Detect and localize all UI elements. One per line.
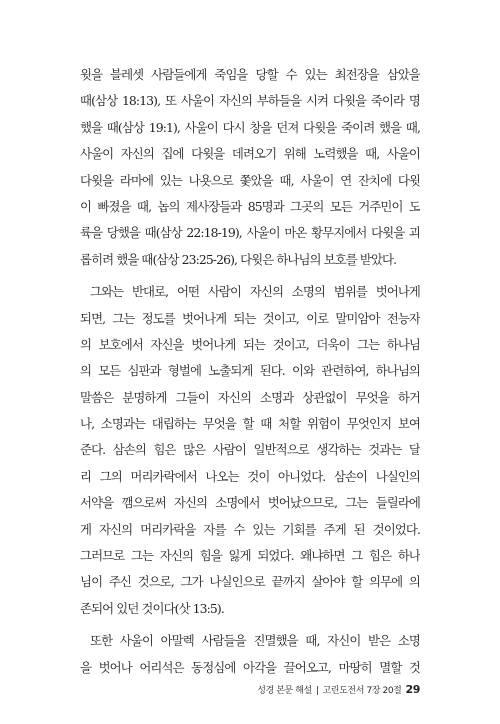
running-footer	[257, 683, 420, 696]
text-line: 의 보호에서 자신을 벗어나게 되는 것이고, 더욱이 그는 하나님	[80, 336, 420, 352]
paragraph-3	[80, 628, 420, 681]
text-line: 사울이 자신의 집에 다윗을 데려오기 위해 노력했을 때, 사울이	[80, 146, 420, 162]
text-line: 존되어 있던 것이다(삿 13:5).	[80, 600, 224, 616]
text-line: 의 모든 심판과 형벌에 노출되게 된다. 이와 관련하여, 하나님의	[80, 363, 420, 379]
text-line: 을 벗어나 어리석은 동정심에 아각을 끌어오고, 마땅히 멸할 것	[80, 659, 420, 675]
body-text	[80, 62, 420, 681]
text-line: 그러므로 그는 자신의 힘을 잃게 되었다. 왜냐하면 그 힘은 하나	[80, 548, 420, 564]
book-title: 성경 본문 해설	[257, 686, 312, 696]
paragraph-1	[80, 62, 420, 273]
text-line: 말씀은 분명하게 그들이 자신의 소명과 상관없이 무엇을 하거	[80, 389, 420, 405]
text-line: 나, 소명과는 대립하는 무엇을 할 때 처할 위험이 무엇인지 보여	[80, 416, 420, 432]
text-line: 롭히려 했을 때(삼상 23:25-26), 다윗은 하나님의 보호를 받았다.	[80, 251, 397, 267]
chapter-reference: 고린도전서 7장 20절	[322, 686, 402, 696]
text-line: 준다. 삼손의 힘은 많은 사람이 일반적으로 생각하는 것과는 달	[80, 442, 420, 458]
text-line: 또한 사울이 아말렉 사람들을 진멸했을 때, 자신이 받은 소명	[90, 633, 420, 649]
text-line: 륙을 당했을 때(삼상 22:18-19), 사울이 마온 황무지에서 다윗을 괴	[80, 225, 420, 241]
text-line: 님이 주신 것으로, 그가 나실인으로 끝까지 살아야 할 의무에 의	[80, 574, 420, 590]
text-line: 그와는 반대로, 어떤 사람이 자신의 소명의 범위를 벗어나게	[90, 284, 420, 300]
text-line: 게 자신의 머리카락을 자를 수 있는 기회를 주게 된 것이었다.	[80, 521, 420, 537]
text-line: 서약을 깸으로써 자신의 소명에서 벗어났으므로, 그는 들릴라에	[80, 495, 420, 511]
paragraph-2	[80, 279, 420, 622]
text-line: 했을 때(삼상 19:1), 사울이 다시 창을 던져 다윗을 죽이려 했을 때,	[80, 119, 420, 135]
text-line: 때(삼상 18:13), 또 사울이 자신의 부하들을 시켜 다윗을 죽이라 명	[80, 93, 420, 109]
text-line: 이 빠졌을 때, 놉의 제사장들과 85명과 그곳의 모든 거주민이 도	[80, 198, 420, 214]
text-line: 윗을 블레셋 사람들에게 죽임을 당할 수 있는 최전장을 삼았을	[80, 67, 420, 82]
text-line: 리 그의 머리카락에서 나오는 것이 아니었다. 삼손이 나실인의	[80, 468, 420, 484]
page-number: 29	[405, 683, 420, 696]
text-line: 되면, 그는 정도를 벗어나게 되는 것이고, 이로 말미암아 전능자	[80, 310, 420, 326]
text-line: 다윗을 라마에 있는 나욧으로 쫓았을 때, 사울이 연 잔치에 다윗	[80, 172, 420, 188]
footer-separator: |	[315, 686, 319, 696]
